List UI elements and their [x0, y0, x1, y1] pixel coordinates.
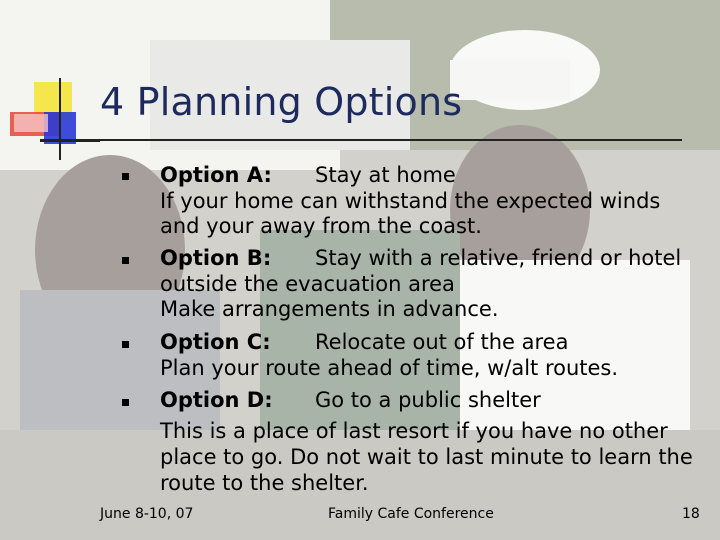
- option-a-value: Stay at home: [315, 163, 456, 187]
- option-c-detail: Plan your route ahead of time, w/alt routes.: [160, 356, 619, 380]
- option-b-detail: Make arrangements in advance.: [160, 297, 499, 321]
- bullet-icon: [122, 399, 129, 406]
- option-a-heading: [160, 163, 456, 188]
- option-b-detail: outside the evacuation area: [160, 272, 455, 296]
- option-d-detail: place to go. Do not wait to last minute to learn the: [160, 445, 693, 469]
- option-c-label: Option C:: [160, 330, 271, 354]
- option-d-detail: route to the shelter.: [160, 471, 369, 495]
- footer-conference: Family Cafe Conference: [328, 506, 494, 522]
- option-d-value: Go to a public shelter: [315, 388, 541, 412]
- bullet-icon: [122, 173, 129, 180]
- slide-title: 4 Planning Options: [100, 80, 463, 124]
- option-d-heading: [160, 388, 541, 413]
- option-b-value: Stay with a relative, friend or hotel: [315, 246, 682, 270]
- option-b-heading: [160, 246, 682, 271]
- decorative-squares: [8, 78, 100, 160]
- option-d-label: Option D:: [160, 388, 273, 412]
- option-d-detail: This is a place of last resort if you have no other: [160, 419, 668, 443]
- option-c-value: Relocate out of the area: [315, 330, 569, 354]
- title-divider: [40, 139, 682, 141]
- slide-number: 18: [682, 506, 700, 522]
- footer-date: June 8-10, 07: [100, 506, 194, 522]
- option-a-label: Option A:: [160, 163, 272, 187]
- bullet-icon: [122, 341, 129, 348]
- option-a-detail: and your away from the coast.: [160, 214, 482, 238]
- option-b-label: Option B:: [160, 246, 272, 270]
- bullet-icon: [122, 257, 129, 264]
- option-c-heading: [160, 330, 569, 355]
- option-a-detail: If your home can withstand the expected winds: [160, 189, 661, 213]
